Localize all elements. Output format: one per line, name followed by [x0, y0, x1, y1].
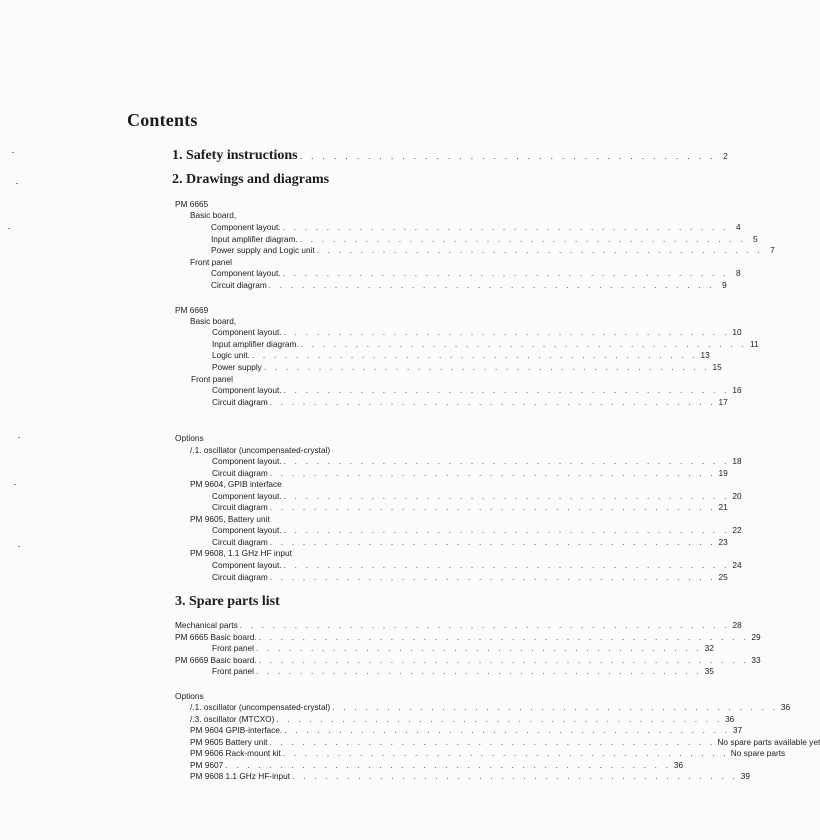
toc-entry: [212, 502, 728, 513]
dot-leader: . . . . . . . . . . . . . . . . . . . . . . . . . . . . . . . . . . . . . . . . .: [255, 643, 702, 653]
entry-label: PM 9608 1.1 GHz HF-input: [190, 771, 291, 781]
toc-entry: [212, 572, 728, 583]
toc-entry: [211, 268, 741, 279]
entry-label: /.1. oscillator (uncompensated-crystal): [190, 702, 331, 712]
toc-entry: [212, 350, 710, 361]
entry-label: Input amplifier diagram.: [211, 234, 298, 244]
entry-label: PM 9604 GPIB-interface.: [190, 725, 283, 735]
dot-leader: . . . . . . . . . . . . . . . . . . . . . . . . . . . . . . . . . . . . . . . . .: [282, 268, 729, 278]
page-number: 5: [753, 234, 758, 244]
model-pm6669: PM 6669: [175, 305, 209, 315]
toc-entry: [190, 737, 820, 748]
dot-leader: . . . . . . . . . . . . . . . . . . . . . . . . . . . . . . . . . . . . . . . . . . . . .: [239, 620, 730, 630]
entry-label: Component layout.: [212, 327, 282, 337]
dot-leader: . . . . . . . . . . . . . . . . . . . . . . . . . . . . . . . . . . . . . . . . .: [276, 714, 723, 724]
toc-entry: [212, 643, 714, 654]
toc-entry: [175, 632, 761, 643]
dot-leader: . . . . . . . . . . . . . . . . . . . . . . . . . . . . . . . . . . . . . . . . .: [282, 748, 729, 758]
page-number: 32: [704, 643, 714, 653]
entry-label: Component layout.: [211, 222, 281, 232]
toc-entry: [212, 525, 742, 536]
toc-entry: [175, 620, 742, 631]
option-group-title: PM 9605, Battery unit: [190, 514, 270, 524]
entry-label: Component layout.: [212, 385, 282, 395]
page-number: 16: [732, 385, 742, 395]
toc-entry: [212, 537, 728, 548]
entry-label: PM 9606 Rack-mount kit: [190, 748, 281, 758]
toc-entry: [190, 714, 735, 725]
page-number: 18: [732, 456, 742, 466]
entry-label: PM 6665 Basic board.: [175, 632, 257, 642]
entry-label: Mechanical parts: [175, 620, 238, 630]
page-number: 7: [770, 245, 775, 255]
page-number: 9: [722, 280, 727, 290]
toc-entry: [190, 702, 791, 713]
entry-label: Logic unit.: [212, 350, 250, 360]
spare-options-heading: Options: [175, 691, 204, 701]
entry-label: /.3. oscillator (MTCXO): [190, 714, 275, 724]
page-number: 39: [740, 771, 750, 781]
dot-leader: . . . . . . . . . . . . . . . . . . . . . . . . . . . . . . . . . . . . . . . . .: [269, 572, 716, 582]
option-group-title: PM 9604, GPIB interface: [190, 479, 282, 489]
dot-leader: . . . . . . . . . . . . . . . . . . . . . . . . . . . . . . . . . . . . . . . . .: [316, 245, 763, 255]
toc-entry: [212, 397, 728, 408]
scan-speck: [12, 152, 14, 153]
page-number: 10: [732, 327, 742, 337]
pm6669-front-panel: Front panel: [191, 374, 233, 384]
dot-leader: . . . . . . . . . . . . . . . . . . . . . . . . . . . . . . . . . . . . . . . . . . . . .: [258, 632, 749, 642]
page-number: 28: [732, 620, 742, 630]
entry-label: Circuit diagram: [212, 397, 268, 407]
pm6665-front-panel: Front panel: [190, 257, 232, 267]
pm6669-basic-board: Basic board,: [190, 316, 237, 326]
toc-entry: [212, 560, 742, 571]
page-number: 36: [725, 714, 735, 724]
toc-entry: [212, 491, 742, 502]
page-number: 15: [712, 362, 722, 372]
page-number: 19: [718, 468, 728, 478]
section-title-safety: 1. Safety instructions: [172, 148, 298, 163]
toc-entry: [212, 339, 759, 350]
page-number: 24: [732, 560, 742, 570]
toc-entry: [190, 760, 684, 771]
option-group-title: /.1. oscillator (uncompensated-crystal): [190, 445, 331, 455]
entry-label: Component layout.: [212, 491, 282, 501]
page-number: 13: [700, 350, 710, 360]
scan-speck: [18, 437, 20, 438]
entry-label: Front panel: [212, 666, 254, 676]
pm6665-basic-board: Basic board,: [190, 210, 237, 220]
page-number: 8: [735, 268, 741, 278]
scan-speck: [16, 183, 18, 184]
page-number: 37: [732, 725, 743, 735]
page-number: 29: [751, 632, 761, 642]
toc-entry: [211, 234, 758, 245]
dot-leader: . . . . . . . . . . . . . . . . . . . . . . . . . . . . . . . . . . . . . . . . .: [255, 666, 702, 676]
dot-leader: . . . . . . . . . . . . . . . . . . . . . . . . . . . . . . . . . . . . . . . . .: [269, 468, 716, 478]
options-heading: Options: [175, 433, 204, 443]
entry-label: Component layout.: [212, 560, 282, 570]
dot-leader: . . . . . . . . . . . . . . . . . . . . . . . . . . . . . . . . . . . . .: [299, 151, 716, 161]
dot-leader: . . . . . . . . . . . . . . . . . . . . . . . . . . . . . . . . . . . . . . . . .: [269, 737, 716, 747]
page-number: 22: [732, 525, 742, 535]
entry-label: PM 6669 Basic board.: [175, 655, 257, 665]
page-number: 2: [723, 151, 728, 161]
dot-leader: . . . . . . . . . . . . . . . . . . . . . . . . . . . . . . . . . . . . . . . . .: [268, 280, 715, 290]
entry-label: Circuit diagram: [212, 468, 268, 478]
entry-label: Input amplifier diagram.: [212, 339, 299, 349]
entry-label: Component layout.: [212, 525, 282, 535]
entry-label: Circuit diagram: [212, 502, 268, 512]
entry-label: Power supply: [212, 362, 262, 372]
entry-label: Front panel: [212, 643, 254, 653]
entry-label: PM 9605 Battery unit: [190, 737, 268, 747]
dot-leader: . . . . . . . . . . . . . . . . . . . . . . . . . . . . . . . . . . . . . . . . .: [251, 350, 698, 360]
entry-label: Component layout.: [211, 268, 281, 278]
scan-speck: [18, 546, 20, 547]
page-number: 17: [718, 397, 728, 407]
page-number: 36: [780, 702, 791, 712]
toc-entry: [212, 468, 728, 479]
dot-leader: . . . . . . . . . . . . . . . . . . . . . . . . . . . . . . . . . . . . . . . . .: [283, 491, 730, 501]
page-title: Contents: [127, 110, 198, 130]
dot-leader: . . . . . . . . . . . . . . . . . . . . . . . . . . . . . . . . . . . . . . . . .: [263, 362, 710, 372]
page-number: 20: [732, 491, 742, 501]
entry-label: Circuit diagram: [211, 280, 267, 290]
entry-label: Power supply and Logic unit: [211, 245, 315, 255]
dot-leader: . . . . . . . . . . . . . . . . . . . . . . . . . . . . . . . . . . . . . . . . .: [283, 560, 730, 570]
entry-label: Component layout.: [212, 456, 282, 466]
scan-speck: [14, 484, 16, 485]
page-number: No spare parts available yet: [717, 737, 820, 747]
toc-entry: [212, 362, 722, 373]
dot-leader: . . . . . . . . . . . . . . . . . . . . . . . . . . . . . . . . . . . . . . . . .: [269, 502, 716, 512]
dot-leader: . . . . . . . . . . . . . . . . . . . . . . . . . . . . . . . . . . . . . . . . .: [282, 222, 729, 232]
dot-leader: . . . . . . . . . . . . . . . . . . . . . . . . . . . . . . . . . . . . . . . . .: [283, 525, 730, 535]
toc-entry: [212, 666, 714, 677]
page-number: 11: [750, 339, 759, 349]
scan-speck: [8, 228, 10, 229]
dot-leader: . . . . . . . . . . . . . . . . . . . . . . . . . . . . . . . . . . . . . . . . .: [300, 339, 747, 349]
toc-entry: [212, 327, 742, 338]
dot-leader: . . . . . . . . . . . . . . . . . . . . . . . . . . . . . . . . . . . . . . . . .: [292, 771, 738, 781]
entry-label: Circuit diagram: [212, 537, 268, 547]
page-number: 35: [704, 666, 714, 676]
dot-leader: . . . . . . . . . . . . . . . . . . . . . . . . . . . . . . . . . . . . . . . . . . . . .: [258, 655, 749, 665]
page-number: 23: [718, 537, 728, 547]
page-number: 21: [718, 502, 728, 512]
toc-safety: [172, 147, 728, 165]
dot-leader: . . . . . . . . . . . . . . . . . . . . . . . . . . . . . . . . . . . . . . . . .: [332, 702, 779, 712]
entry-label: Circuit diagram: [212, 572, 268, 582]
dot-leader: . . . . . . . . . . . . . . . . . . . . . . . . . . . . . . . . . . . . . . . . .: [283, 385, 730, 395]
option-group-title: PM 9608, 1.1 GHz HF input: [190, 548, 292, 558]
dot-leader: . . . . . . . . . . . . . . . . . . . . . . . . . . . . . . . . . . . . . . . . .: [283, 327, 730, 337]
page-number: 25: [718, 572, 728, 582]
entry-label: PM 9607: [190, 760, 224, 770]
page-number: No spare parts: [730, 748, 786, 758]
section-title-drawings: 2. Drawings and diagrams: [172, 172, 330, 187]
model-pm6665: PM 6665: [175, 199, 209, 209]
dot-leader: . . . . . . . . . . . . . . . . . . . . . . . . . . . . . . . . . . . . . . . . .: [299, 234, 746, 244]
toc-entry: [190, 748, 786, 759]
page-number: 33: [751, 655, 761, 665]
toc-entry: [212, 456, 742, 467]
dot-leader: . . . . . . . . . . . . . . . . . . . . . . . . . . . . . . . . . . . . . . . . .: [269, 537, 716, 547]
page-number: 4: [735, 222, 741, 232]
dot-leader: . . . . . . . . . . . . . . . . . . . . . . . . . . . . . . . . . . . . . . . . .: [269, 397, 716, 407]
dot-leader: . . . . . . . . . . . . . . . . . . . . . . . . . . . . . . . . . . . . . . . . .: [283, 456, 730, 466]
toc-entry: [190, 725, 743, 736]
toc-entry: [212, 385, 742, 396]
dot-leader: . . . . . . . . . . . . . . . . . . . . . . . . . . . . . . . . . . . . . . . . .: [284, 725, 731, 735]
section-title-spare: 3. Spare parts list: [175, 594, 280, 609]
toc-entry: [190, 771, 750, 782]
toc-entry: [211, 245, 775, 256]
toc-entry: [211, 222, 741, 233]
dot-leader: . . . . . . . . . . . . . . . . . . . . . . . . . . . . . . . . . . . . . . . . .: [225, 760, 672, 770]
page-number: 36: [673, 760, 684, 770]
toc-entry: [175, 655, 761, 666]
toc-entry: [211, 280, 727, 291]
